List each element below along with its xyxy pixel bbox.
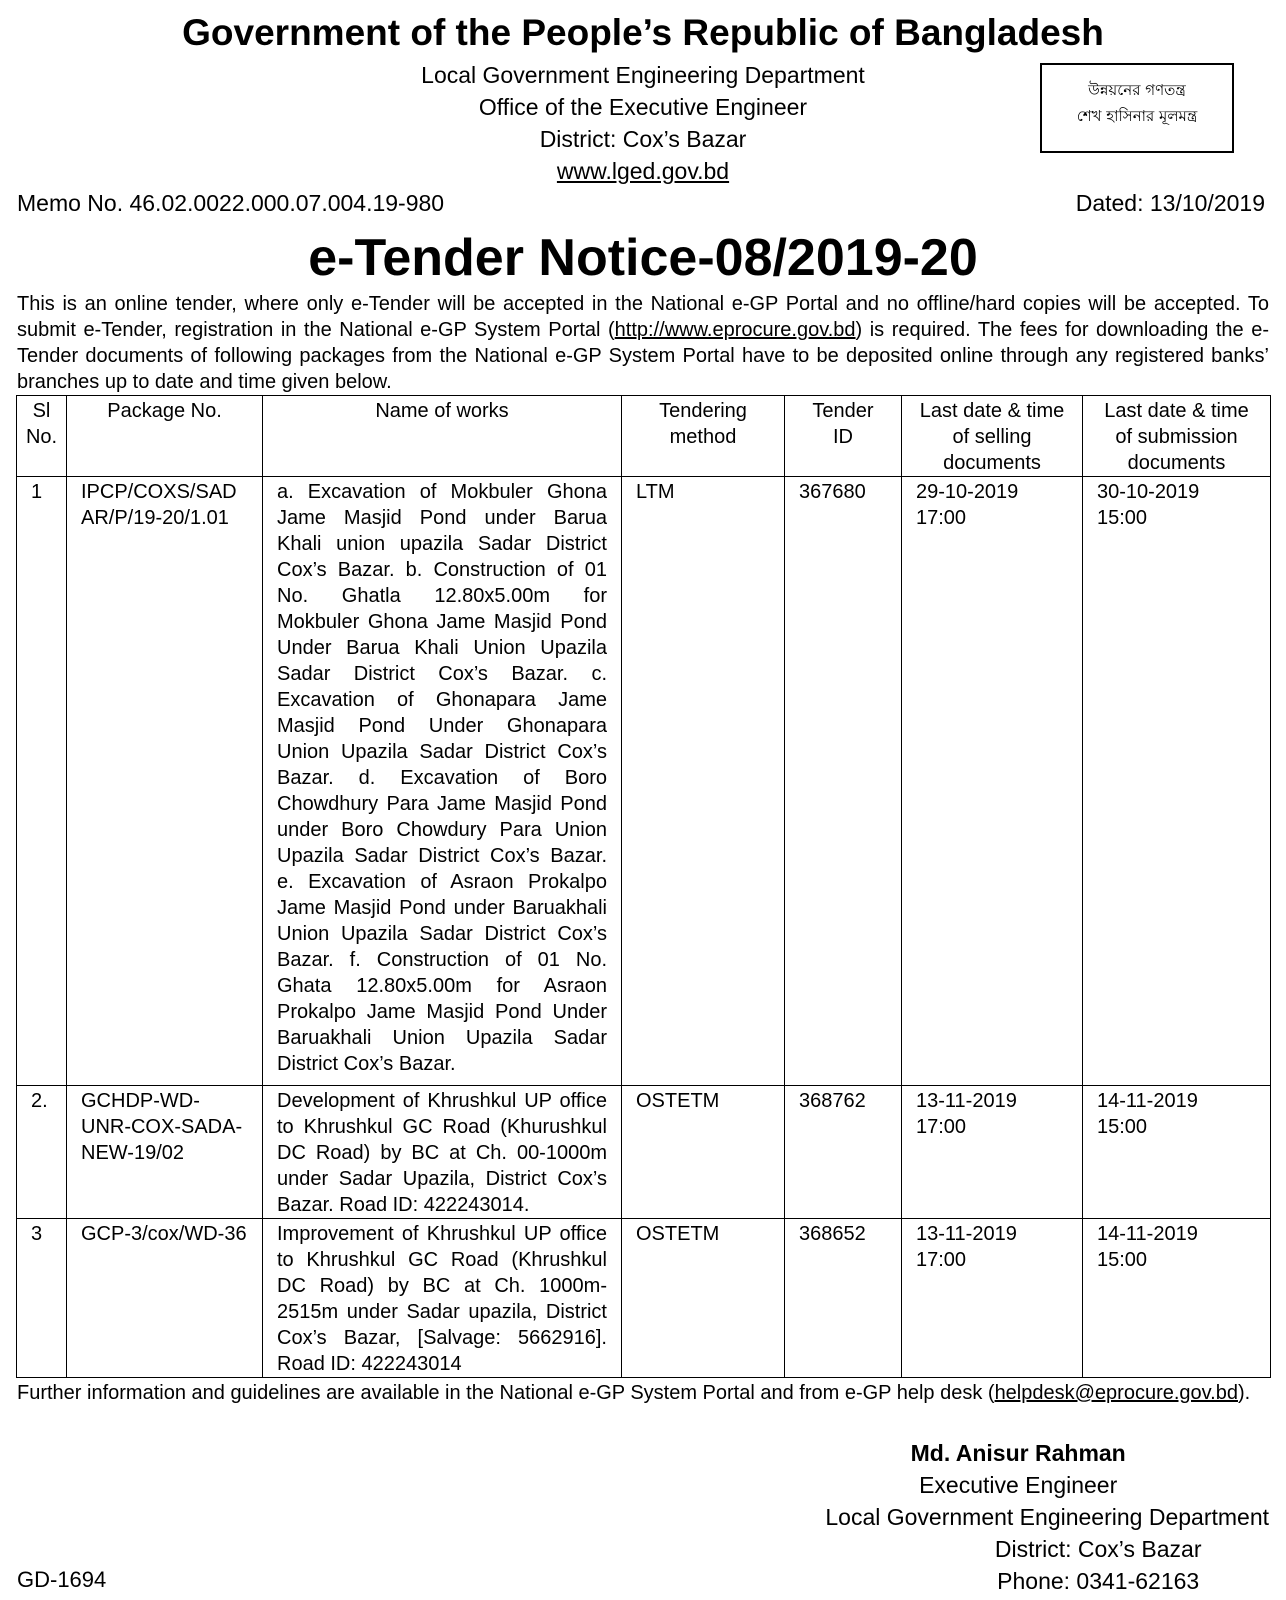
further-info-paragraph bbox=[17, 1380, 1269, 1406]
helpdesk-email-link[interactable]: helpdesk@eprocure.gov.bd bbox=[994, 1382, 1238, 1404]
row-tender-id: 367680 bbox=[785, 477, 902, 1086]
intro-paragraph bbox=[17, 291, 1269, 395]
table-row bbox=[17, 1219, 1271, 1378]
header-selling: Last date & time of selling documents bbox=[902, 396, 1083, 477]
row-works: Improvement of Khrushkul UP office to Khrushkul GC Road (Khrushkul DC Road) by BC at Ch. 1000m-2515m under Sadar upazila, District Cox’s Bazar, [Salvage: 5662916]. Road ID: 422243014 bbox=[263, 1219, 622, 1378]
header-tender-id: Tender ID bbox=[785, 396, 902, 477]
row-submission: 14-11-2019 15:00 bbox=[1083, 1219, 1271, 1378]
signatory-phone: Phone: 0341-62163 bbox=[997, 1568, 1200, 1594]
header-sl: Sl No. bbox=[17, 396, 67, 477]
table-row bbox=[17, 1086, 1271, 1219]
row-works: Development of Khrushkul UP office to Khrushkul GC Road (Khurushkul DC Road) by BC at Ch. 00-1000m under Sadar Upazila, District Cox’s Bazar. Road ID: 422243014. bbox=[263, 1086, 622, 1219]
header-submission: Last date & time of submission documents bbox=[1083, 396, 1271, 477]
row-method: OSTETM bbox=[622, 1086, 785, 1219]
motto-box bbox=[1040, 63, 1234, 153]
intro-text-1: This is an online tender, where only e-Tender will be accepted in the National e-GP Portal and no offline/hard copies will be accepted. To submit e-Tender, registration in the National e-GP System Portal ( bbox=[17, 293, 1269, 341]
signatory-district: District: Cox’s Bazar bbox=[994, 1536, 1202, 1562]
department-name: Local Government Engineering Department bbox=[421, 62, 865, 88]
motto-line-2: শেখ হাসিনার মূলমন্ত্র bbox=[1076, 107, 1198, 125]
signature-block bbox=[825, 1437, 1269, 1597]
row-submission: 30-10-2019 15:00 bbox=[1083, 477, 1271, 1086]
row-sl: 1 bbox=[17, 477, 67, 1086]
row-sl: 3 bbox=[17, 1219, 67, 1378]
table-header-row bbox=[17, 396, 1271, 477]
row-package: IPCP/COXS/SAD AR/P/19-20/1.01 bbox=[67, 477, 263, 1086]
signatory-department: Local Government Engineering Department bbox=[825, 1504, 1269, 1530]
row-tender-id: 368652 bbox=[785, 1219, 902, 1378]
row-submission: 14-11-2019 15:00 bbox=[1083, 1086, 1271, 1219]
header-package: Package No. bbox=[67, 396, 263, 477]
row-selling: 29-10-2019 17:00 bbox=[902, 477, 1083, 1086]
row-selling: 13-11-2019 17:00 bbox=[902, 1219, 1083, 1378]
website-link[interactable]: www.lged.gov.bd bbox=[556, 158, 730, 184]
signatory-designation: Executive Engineer bbox=[919, 1472, 1118, 1498]
row-package: GCHDP-WD- UNR-COX-SADA- NEW-19/02 bbox=[67, 1086, 263, 1219]
further-text-2: ). bbox=[1237, 1382, 1251, 1404]
further-text-1: Further information and guidelines are available in the National e-GP System Portal and from e-GP help desk ( bbox=[17, 1382, 995, 1404]
row-method: OSTETM bbox=[622, 1219, 785, 1378]
notice-title: e-Tender Notice-08/2019-20 bbox=[308, 229, 978, 287]
row-method: LTM bbox=[622, 477, 785, 1086]
signatory-name: Md. Anisur Rahman bbox=[910, 1440, 1126, 1466]
dated: Dated: 13/10/2019 bbox=[1075, 190, 1265, 216]
header-works: Name of works bbox=[263, 396, 622, 477]
header-method: Tendering method bbox=[622, 396, 785, 477]
memo-number: Memo No. 46.02.0022.000.07.004.19-980 bbox=[17, 190, 445, 216]
row-package: GCP-3/cox/WD-36 bbox=[67, 1219, 263, 1378]
row-tender-id: 368762 bbox=[785, 1086, 902, 1219]
motto-line-1: উন্নয়নের গণতন্ত্র bbox=[1088, 81, 1186, 99]
intro-text-2: ) is required. The fees for downloading the e-Tender documents of following packages from the National e-GP System Portal have to be deposited online through any registered banks’ branches up to date and time given below. bbox=[17, 319, 1269, 393]
tender-table bbox=[16, 395, 1271, 1378]
row-selling: 13-11-2019 17:00 bbox=[902, 1086, 1083, 1219]
government-title: Government of the People’s Republic of Bangladesh bbox=[182, 12, 1104, 53]
gd-number: GD-1694 bbox=[17, 1567, 107, 1592]
eprocure-link[interactable]: http://www.eprocure.gov.bd bbox=[614, 319, 856, 341]
office-name: Office of the Executive Engineer bbox=[478, 94, 808, 120]
district-name: District: Cox’s Bazar bbox=[539, 126, 747, 152]
table-row bbox=[17, 477, 1271, 1086]
row-sl: 2. bbox=[17, 1086, 67, 1219]
row-works: a. Excavation of Mokbuler Ghona Jame Masjid Pond under Barua Khali union upazila Sadar District Cox’s Bazar. b. Construction of 01 No. Ghatla 12.80x5.00m for Mokbuler Ghona Jame Masjid Pond Under Barua Khali Union Upazila Sadar District Cox’s Bazar. c. Excavation of Ghonapara Jame Masjid Pond Under Ghonapara Union Upazila Sadar District Cox’s Bazar. d. Excavation of Boro Chowdhury Para Jame Masjid Pond under Boro Chowdury Para Union Upazila Sadar District Cox’s Bazar. e. Excavation of Asraon Prokalpo Jame Masjid Pond under Baruakhali Union Upazila Sadar District Cox’s Bazar. f. Construction of 01 No. Ghata 12.80x5.00m for Asraon Prokalpo Jame Masjid Pond Under Baruakhali Union Upazila Sadar District Cox’s Bazar. bbox=[263, 477, 622, 1086]
